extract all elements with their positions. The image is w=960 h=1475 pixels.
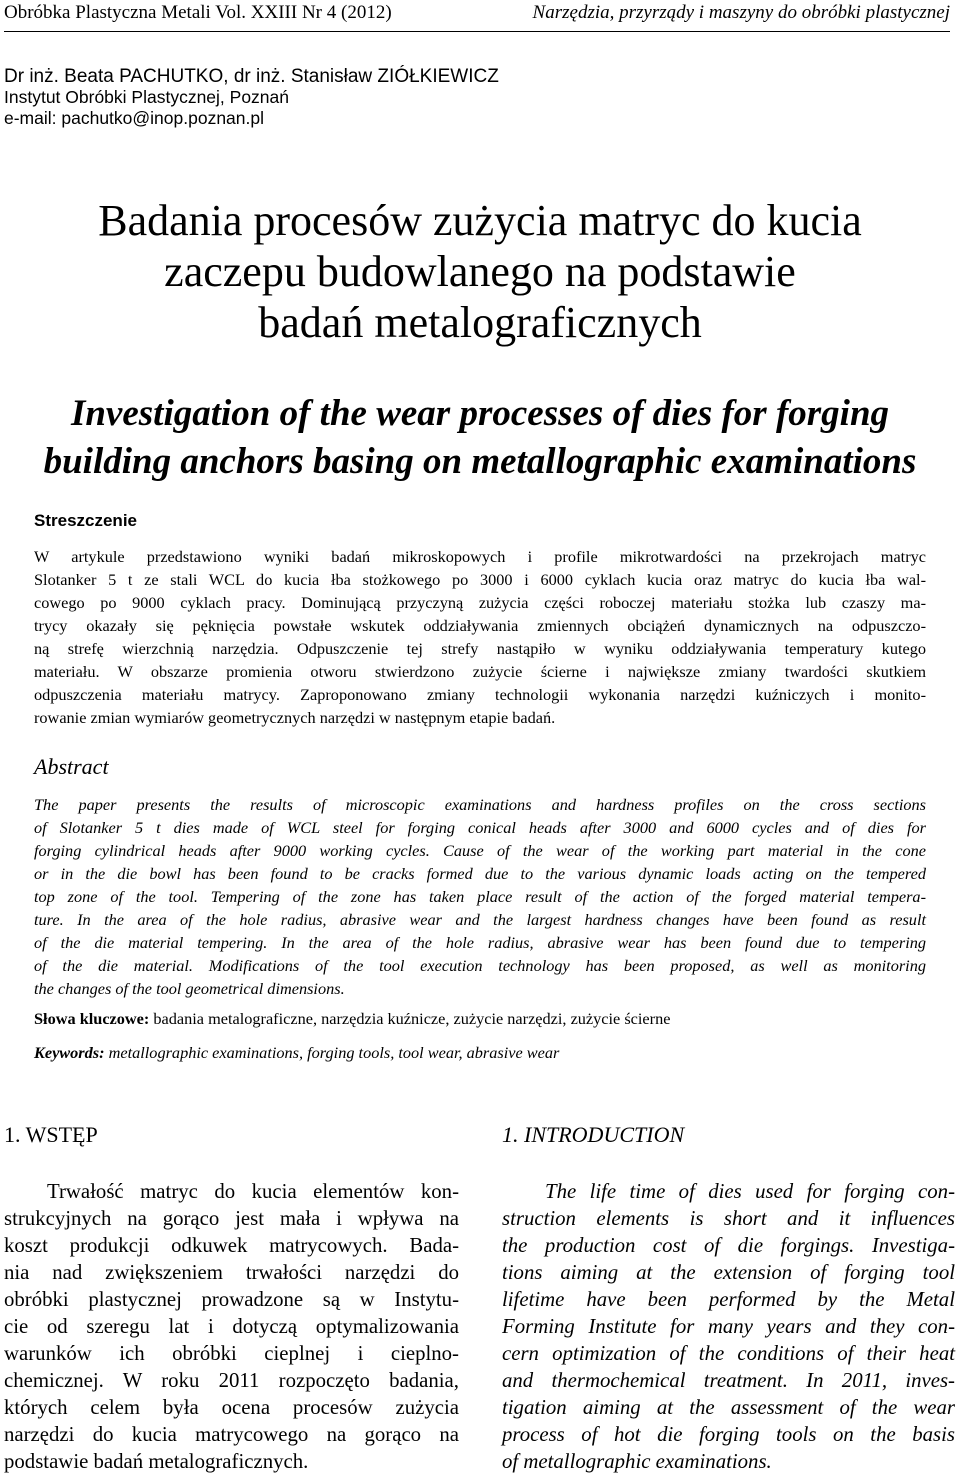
- intro-polish-line: których celem była ocena procesów zużycia: [4, 1396, 459, 1419]
- intro-polish-line: cie od szeregu lat i dotyczą optymalizowania: [4, 1315, 459, 1338]
- intro-english-line: and thermochemical treatment. In 2011, inves-: [502, 1369, 955, 1392]
- intro-polish-line: obróbki plastycznej prowadzone są w Instytu-: [4, 1288, 459, 1311]
- summary-line: ną strefę wierzchnią narzędzia. Odpuszczenie tej strefy nastąpiło w wyniku oddziaływania temperatury kutego: [34, 639, 926, 658]
- abstract-line: or in the die bowl has been found to be cracks formed due to the various dynamic loads acting on the tempered: [34, 864, 926, 883]
- abstract-line: of the die material. Modifications of the tool execution technology has been proposed, as well as monitoring: [34, 956, 926, 975]
- section-heading-polish: 1. WSTĘP: [4, 1122, 98, 1147]
- intro-polish-line: warunków ich obróbki cieplnej i cieplno-: [4, 1342, 459, 1365]
- summary-line: rowanie zmian wymiarów geometrycznych narzędzi w następnym etapie badań.: [34, 708, 556, 727]
- keywords-english: [34, 1043, 559, 1063]
- intro-polish-column: [4, 1178, 459, 1475]
- summary-heading: Streszczenie: [34, 511, 137, 530]
- keywords-polish: [34, 1009, 670, 1029]
- summary-line: cowego po 9000 cyklach pracy. Dominującą przyczyną zużycia części roboczej materiału stożka lub czaszy ma-: [34, 593, 926, 612]
- keywords-polish-label: Słowa kluczowe:: [34, 1009, 150, 1028]
- title-polish-line: Badania procesów zużycia matryc do kucia: [98, 196, 862, 245]
- title-english: [0, 390, 960, 486]
- intro-english-line: The life time of dies used for forging con-: [545, 1180, 955, 1203]
- intro-english-line: of metallographic examinations.: [502, 1450, 772, 1473]
- summary-line: odpuszczenia materiału matrycy. Zaproponowano zmiany technologii wykonania narzędzi kuźniczych i monito-: [34, 685, 926, 704]
- abstract-heading: Abstract: [34, 754, 109, 779]
- header-rule: [4, 31, 950, 32]
- intro-english-line: tigation aiming at the assessment of the wear: [502, 1396, 955, 1419]
- section-heading-english: 1. INTRODUCTION: [502, 1122, 685, 1147]
- abstract-line: the changes of the tool geometrical dimensions.: [34, 979, 345, 998]
- author-block: [4, 66, 499, 129]
- intro-polish-line: koszt produkcji odkuwek matrycowych. Bada-: [4, 1234, 459, 1257]
- summary-body: [34, 545, 926, 729]
- abstract-line: forging cylindrical heads after 9000 working cycles. Cause of the wear of the working part material in the cone: [34, 841, 926, 860]
- summary-line: Slotanker 5 t ze stali WCL do kucia łba stożkowego po 3000 i 6000 cyklach kucia oraz matryc do kucia łba wal-: [34, 570, 926, 589]
- abstract-line: of Slotanker 5 t dies made of WCL steel for forging conical heads after 3000 and 6000 cycles and of dies for: [34, 818, 926, 837]
- title-polish-line: badań metalograficznych: [258, 298, 702, 347]
- author-email[interactable]: e-mail: pachutko@inop.poznan.pl: [4, 108, 265, 128]
- summary-line: trycy okazały się pęknięcia powstałe wskutek oddziaływania zmiennych obciążeń dynamicznych na odpuszczo-: [34, 616, 926, 635]
- title-english-line: Investigation of the wear processes of dies for forging: [70, 393, 890, 434]
- intro-polish-line: narzędzi do kucia matrycowego na gorąco na: [4, 1423, 459, 1446]
- abstract-line: ture. In the area of the hole radius, abrasive wear and the largest hardness changes have been found as result: [34, 910, 926, 929]
- author-affiliation: Instytut Obróbki Plastycznej, Poznań: [4, 87, 289, 107]
- abstract-line: of the die material tempering. In the area of the hole radius, abrasive wear has been found due to tempering: [34, 933, 926, 952]
- title-english-line: building anchors basing on metallographic examinations: [43, 441, 917, 482]
- intro-polish-line: chemicznej. W roku 2011 rozpoczęto badania,: [4, 1369, 459, 1392]
- intro-polish-line: podstawie badań metalograficznych.: [4, 1450, 309, 1473]
- intro-polish-line: Trwałość matryc do kucia elementów kon-: [47, 1180, 459, 1203]
- running-header: [4, 2, 950, 28]
- summary-line: materiału. W obszarze promienia otworu stwierdzono zużycie ścierne i największe zmiany twardości skutkiem: [34, 662, 926, 681]
- summary-line: W artykule przedstawiono wyniki badań mikroskopowych i profile mikrotwardości na przekrojach matryc: [34, 547, 926, 566]
- abstract-line: top zone of the tool. Tempering of the zone has taken place result of the action of the forged material tempera-: [34, 887, 926, 906]
- intro-english-line: the production cost of die forgings. Investiga-: [502, 1234, 955, 1257]
- abstract-line: The paper presents the results of microscopic examinations and hardness profiles on the cross sections: [34, 795, 926, 814]
- title-polish: [0, 195, 960, 348]
- intro-english-line: lifetime have been performed by the Metal: [502, 1288, 955, 1311]
- intro-english-line: cern optimization of the conditions of their heat: [502, 1342, 955, 1365]
- intro-polish-line: strukcyjnych na gorąco jest mała i wpływa na: [4, 1207, 459, 1230]
- intro-english-line: struction elements is short and it influences: [502, 1207, 955, 1230]
- intro-polish-line: nia nad zwiększeniem trwałości narzędzi do: [4, 1261, 459, 1284]
- title-polish-line: zaczepu budowlanego na podstawie: [164, 247, 796, 296]
- abstract-body: [34, 793, 926, 1000]
- intro-english-line: Forming Institute for many years and they con-: [502, 1315, 955, 1338]
- intro-english-column: [502, 1178, 955, 1475]
- journal-name: Obróbka Plastyczna Metali Vol. XXIII Nr 4 (2012): [4, 2, 392, 23]
- journal-section: Narzędzia, przyrządy i maszyny do obróbki plastycznej: [532, 2, 950, 23]
- keywords-english-label: Keywords:: [34, 1043, 105, 1062]
- author-names: Dr inż. Beata PACHUTKO, dr inż. Stanisław ZIÓŁKIEWICZ: [4, 66, 499, 87]
- keywords-english-text: metallographic examinations, forging tools, tool wear, abrasive wear: [104, 1043, 560, 1062]
- keywords-polish-text: badania metalograficzne, narzędzia kuźnicze, zużycie narzędzi, zużycie ścierne: [149, 1009, 671, 1028]
- intro-english-line: tions aiming at the extension of forging tool: [502, 1261, 955, 1284]
- intro-english-line: process of hot die forging tools on the basis: [502, 1423, 955, 1446]
